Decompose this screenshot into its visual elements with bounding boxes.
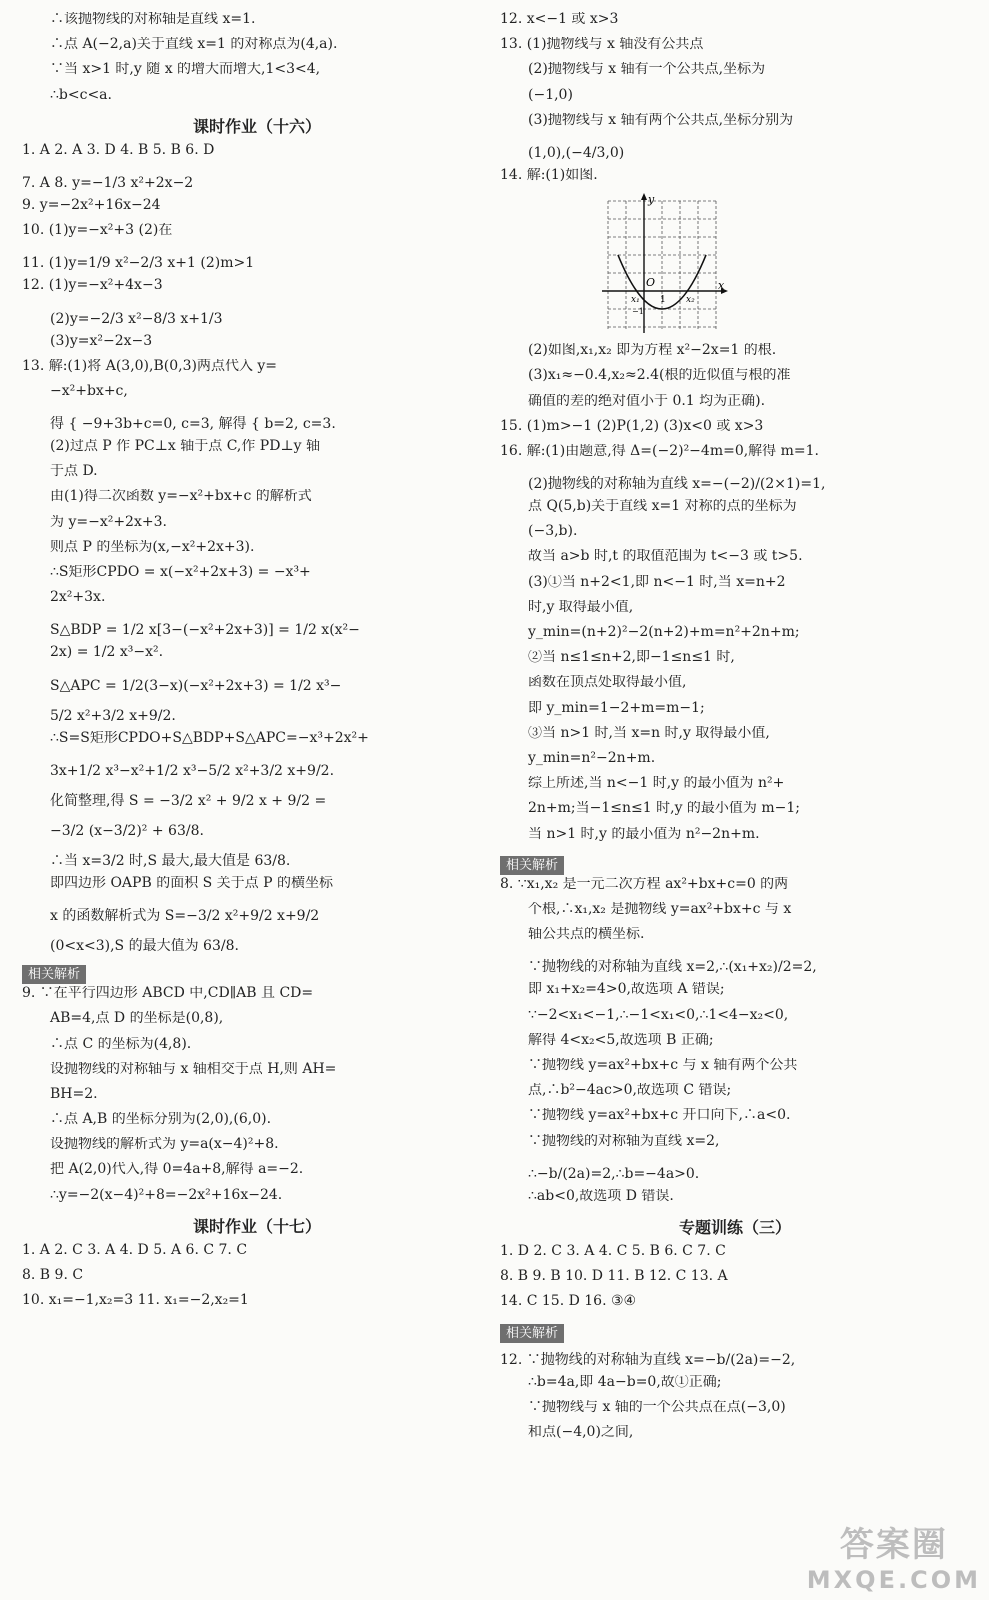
answer-line: 确值的差的绝对值小于 0.1 均为正确).	[528, 393, 766, 409]
x-label: x	[718, 279, 725, 293]
text-line: ∴点 A(−2,a)关于直线 x=1 的对称点为(4,a).	[50, 37, 338, 53]
watermark-url: MXQE.COM	[806, 1566, 981, 1594]
answer-line: 10. (1)y=−x²+3 (2)在	[22, 223, 173, 239]
analysis-line: ∴b=4a,即 4a−b=0,故①正确;	[528, 1374, 722, 1390]
answer-line: 1. A 2. C 3. A 4. D 5. A 6. C 7. C	[22, 1242, 248, 1258]
analysis-line: 设抛物线的对称轴与 x 轴相交于点 H,则 AH=	[50, 1061, 337, 1077]
right-column	[500, 12, 970, 1450]
analysis-line: 和点(−4,0)之间,	[528, 1425, 634, 1441]
section-heading-17: 课时作业（十七）	[192, 1216, 321, 1236]
answer-line: ③当 n>1 时,当 x=n 时,y 取得最小值,	[528, 725, 770, 741]
answer-line: 则点 P 的坐标为(x,−x²+2x+3).	[50, 539, 255, 555]
text-line: ∵当 x>1 时,y 随 x 的增大而增大,1<3<4,	[50, 62, 321, 78]
text-line: ∴该抛物线的对称轴是直线 x=1.	[50, 12, 256, 27]
answer-line: 即 y_min=1−2+m=m−1;	[528, 700, 705, 716]
analysis-line: ∵−2<x₁<−1,∴−1<x₁<0,∴1<4−x₂<0,	[528, 1007, 789, 1023]
analysis-line: ∴−b/(2a)=2,∴b=−4a>0.	[528, 1165, 700, 1182]
answer-line: 点 Q(5,b)关于直线 x=1 对称的点的坐标为	[528, 499, 797, 515]
y-axis-arrow	[641, 193, 647, 200]
answer-line: 11. (1)y=1/9 x²−2/3 x+1 (2)m>1	[22, 255, 255, 272]
answer-line: (3)x₁≈−0.4,x₂≈2.4(根的近似值与根的准	[528, 368, 791, 384]
answer-line: ∴S=S矩形CPDO+S△BDP+S△APC=−x³+2x²+	[50, 730, 369, 746]
analysis-line: 9. ∵在平行四边形 ABCD 中,CD∥AB 且 CD=	[22, 986, 314, 1002]
answer-line: 7. A 8. y=−1/3 x²+2x−2	[22, 174, 194, 191]
answer-line: −x²+bx+c,	[50, 383, 128, 399]
answer-line: 2x²+3x.	[50, 590, 106, 606]
analysis-line: ∵抛物线的对称轴为直线 x=2,	[528, 1133, 720, 1149]
answer-line: 13. (1)抛物线与 x 轴没有公共点	[500, 37, 704, 53]
answer-line: y_min=n²−2n+m.	[528, 750, 656, 766]
tick-neg1-label: −1	[632, 307, 644, 317]
answer-line: 8. B 9. B 10. D 11. B 12. C 13. A	[500, 1269, 728, 1285]
tick-one-label: 1	[660, 295, 666, 306]
answer-line: 时,y 取得最小值,	[528, 599, 634, 615]
answer-line: 函数在顶点处取得最小值,	[528, 675, 687, 691]
answer-line: (3)y=x²−2x−3	[50, 333, 153, 349]
text-line: ∴b<c<a.	[50, 87, 112, 103]
analysis-line: ∵抛物线 y=ax²+bx+c 开口向下,∴a<0.	[528, 1108, 791, 1124]
analysis-line: ∵抛物线与 x 轴的一个公共点在点(−3,0)	[528, 1399, 786, 1415]
answer-line: 16. 解:(1)由题意,得 Δ=(−2)²−4m=0,解得 m=1.	[500, 443, 819, 459]
analysis-line: ∴点 A,B 的坐标分别为(2,0),(6,0).	[50, 1112, 272, 1128]
analysis-line: 个根,∴x₁,x₂ 是抛物线 y=ax²+bx+c 与 x	[528, 902, 792, 918]
answer-line: ∴S矩形CPDO = x(−x²+2x+3) = −x³+	[50, 565, 311, 580]
answer-line: (2)抛物线的对称轴为直线 x=−(−2)/(2×1)=1,	[528, 476, 826, 493]
answer-line: 8. B 9. C	[22, 1268, 84, 1283]
answer-line: 即四边形 OAPB 的面积 S 关于点 P 的横坐标	[50, 875, 334, 891]
analysis-line: 把 A(2,0)代入,得 0=4a+8,解得 a=−2.	[50, 1162, 304, 1178]
answer-line: (2)过点 P 作 PC⊥x 轴于点 C,作 PD⊥y 轴	[50, 439, 320, 455]
x1-label: x₁	[631, 295, 640, 306]
analysis-line: ∵抛物线的对称轴为直线 x=2,∴(x₁+x₂)/2=2,	[528, 959, 817, 976]
analysis-tag: 相关解析	[500, 1324, 564, 1343]
answer-line: 综上所述,当 n<−1 时,y 的最小值为 n²+	[528, 776, 785, 792]
analysis-line: 点,∴b²−4ac>0,故选项 C 错误;	[528, 1083, 732, 1099]
answer-line: 由(1)得二次函数 y=−x²+bx+c 的解析式	[50, 489, 312, 505]
answer-line: 15. (1)m>−1 (2)P(1,2) (3)x<0 或 x>3	[500, 418, 764, 434]
answer-line: S△APC = 1/2(3−x)(−x²+2x+3) = 1/2 x³−	[50, 677, 342, 694]
answer-line: 当 n>1 时,y 的最小值为 n²−2n+m.	[528, 826, 760, 842]
answer-line: (1,0),(−4/3,0)	[528, 144, 625, 161]
answer-line: (−3,b).	[528, 524, 578, 540]
answer-line: 5/2 x²+3/2 x+9/2.	[50, 707, 176, 724]
analysis-line: ∵抛物线 y=ax²+bx+c 与 x 轴有两个公共	[528, 1058, 798, 1073]
section-heading-special-3: 专题训练（三）	[678, 1217, 791, 1237]
analysis-line: 轴公共点的横坐标.	[528, 927, 645, 943]
answer-line: 于点 D.	[50, 464, 98, 480]
answer-line: 1. D 2. C 3. A 4. C 5. B 6. C 7. C	[500, 1243, 726, 1259]
answer-line: (2)抛物线与 x 轴有一个公共点,坐标为	[528, 62, 766, 78]
analysis-line: AB=4,点 D 的坐标是(0,8),	[50, 1011, 224, 1027]
y-label: y	[648, 193, 655, 207]
answer-line: (2)如图,x₁,x₂ 即为方程 x²−2x=1 的根.	[528, 343, 777, 359]
answer-line: 1. A 2. A 3. D 4. B 5. B 6. D	[22, 142, 215, 158]
answer-line: 14. 解:(1)如图.	[500, 167, 598, 183]
answer-line: (2)y=−2/3 x²−8/3 x+1/3	[50, 310, 223, 327]
left-column	[22, 12, 492, 1318]
analysis-tag: 相关解析	[500, 856, 564, 875]
answer-line: (3)①当 n+2<1,即 n<−1 时,当 x=n+2	[528, 574, 786, 590]
answer-line: ②当 n≤1≤n+2,即−1≤n≤1 时,	[528, 650, 735, 666]
analysis-line: 即 x₁+x₂=4>0,故选项 A 错误;	[528, 982, 725, 998]
answer-line: ∴当 x=3/2 时,S 最大,最大值是 63/8.	[50, 852, 291, 869]
answer-line: 10. x₁=−1,x₂=3 11. x₁=−2,x₂=1	[22, 1293, 249, 1309]
answer-line: (3)抛物线与 x 轴有两个公共点,坐标分别为	[528, 112, 794, 128]
answer-line: 14. C 15. D 16. ③④	[500, 1294, 637, 1310]
analysis-line: 解得 4<x₂<5,故选项 B 正确;	[528, 1032, 714, 1048]
site-watermark	[807, 1517, 981, 1594]
answer-line: S△BDP = 1/2 x[3−(−x²+2x+3)] = 1/2 x(x²−	[50, 622, 360, 639]
answer-line: −3/2 (x−3/2)² + 63/8.	[50, 822, 204, 839]
analysis-tag: 相关解析	[22, 965, 86, 984]
answer-line: 3x+1/2 x³−x²+1/2 x³−5/2 x²+3/2 x+9/2.	[50, 762, 335, 779]
analysis-line: 12. ∵抛物线的对称轴为直线 x=−b/(2a)=−2,	[500, 1351, 796, 1368]
parabola-figure	[600, 193, 730, 338]
answer-line: (0<x<3),S 的最大值为 63/8.	[50, 937, 239, 954]
answer-line: 2x) = 1/2 x³−x².	[50, 645, 164, 661]
watermark-logo: 答案圈	[839, 1525, 948, 1565]
grid-lines	[608, 201, 716, 330]
answer-line: 为 y=−x²+2x+3.	[50, 514, 167, 530]
x2-label: x₂	[686, 295, 695, 306]
analysis-line: 8. ∵x₁,x₂ 是一元二次方程 ax²+bx+c=0 的两	[500, 876, 789, 892]
answer-line: 9. y=−2x²+16x−24	[22, 197, 161, 213]
section-heading-16: 课时作业（十六）	[192, 116, 321, 136]
answer-line: 故当 a>b 时,t 的取值范围为 t<−3 或 t>5.	[528, 549, 803, 565]
answer-line: 13. 解:(1)将 A(3,0),B(0,3)两点代入 y=	[22, 358, 278, 374]
answer-line: 12. x<−1 或 x>3	[500, 12, 619, 27]
analysis-line: BH=2.	[50, 1086, 98, 1102]
analysis-line: 设抛物线的解析式为 y=a(x−4)²+8.	[50, 1137, 279, 1153]
origin-label: O	[646, 276, 656, 290]
parabola-graph	[500, 193, 970, 343]
answer-line: 12. (1)y=−x²+4x−3	[22, 278, 163, 294]
answer-line: y_min=(n+2)²−2(n+2)+m=n²+2n+m;	[528, 625, 800, 640]
analysis-line: ∴y=−2(x−4)²+8=−2x²+16x−24.	[50, 1187, 283, 1203]
analysis-line: ∴点 C 的坐标为(4,8).	[50, 1036, 192, 1052]
answer-line: x 的函数解析式为 S=−3/2 x²+9/2 x+9/2	[50, 907, 320, 924]
analysis-line: ∴ab<0,故选项 D 错误.	[528, 1188, 674, 1204]
answer-line: 得 { −9+3b+c=0, c=3, 解得 { b=2, c=3.	[50, 416, 336, 433]
answer-line: (−1,0)	[528, 87, 573, 103]
answer-line: 2n+m;当−1≤n≤1 时,y 的最小值为 m−1;	[528, 801, 801, 817]
answer-line: 化简整理,得 S = −3/2 x² + 9/2 x + 9/2 =	[50, 792, 327, 809]
